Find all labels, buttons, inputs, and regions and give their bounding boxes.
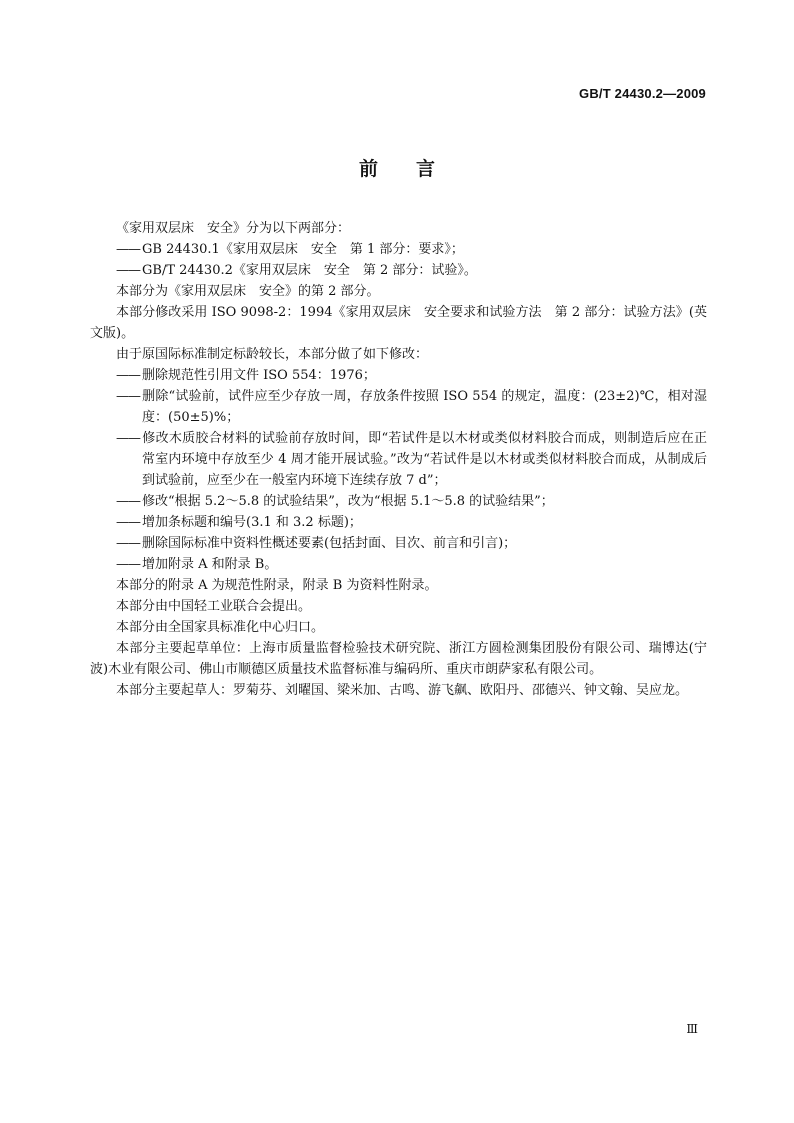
list-item	[90, 491, 707, 512]
paragraph-text: 修改木质胶合材料的试验前存放时间，即“若试件是以木材或类似材料胶合而成，则制造后应在正常室内环境中存放至少 4 周才能开展试验。”改为“若试件是以木材或类似材料胶合而成，从制成后到试验前，应至少在一般室内环境下连续存放 7 d”；	[142, 431, 707, 488]
paragraph-text: 增加附录 A 和附录 B。	[142, 557, 278, 572]
paragraph-text: 本部分由中国轻工业联合会提出。	[116, 599, 312, 614]
paragraph	[90, 617, 707, 638]
dash-mark: ——	[116, 368, 140, 383]
paragraph-text: GB 24430.1《家用双层床 安全 第 1 部分：要求》；	[142, 242, 464, 257]
list-item	[90, 428, 707, 491]
list-item	[90, 512, 707, 533]
dash-mark: ——	[116, 494, 140, 509]
paragraph	[90, 302, 707, 344]
paragraph-text: 本部分修改采用 ISO 9098-2：1994《家用双层床 安全要求和试验方法 第 2 部分：试验方法》(英文版)。	[90, 305, 707, 341]
paragraph-text: 删除规范性引用文件 ISO 554：1976；	[142, 368, 376, 383]
paragraph	[90, 638, 707, 680]
document-body	[90, 218, 707, 701]
page-number: Ⅲ	[686, 1022, 698, 1036]
list-item	[90, 554, 707, 575]
paragraph-text: 本部分主要起草单位：上海市质量监督检验技术研究院、浙江方圆检测集团股份有限公司、瑞博达(宁波)木业有限公司、佛山市顺德区质量技术监督标准与编码所、重庆市朗萨家私有限公司。	[90, 641, 707, 677]
list-item	[90, 386, 707, 428]
list-item	[90, 260, 707, 281]
paragraph-text: 增加条标题和编号(3.1 和 3.2 标题)；	[142, 515, 362, 530]
paragraph	[90, 281, 707, 302]
page-title: 前言	[358, 158, 473, 180]
list-item	[90, 533, 707, 554]
paragraph-text: 本部分主要起草人：罗菊芬、刘曜国、梁米加、古鸣、游飞飙、欧阳丹、邵德兴、钟文翰、吴应龙。	[116, 683, 689, 698]
paragraph-text: GB/T 24430.2《家用双层床 安全 第 2 部分：试验》。	[142, 263, 477, 278]
paragraph-text: 删除国际标准中资料性概述要素(包括封面、目次、前言和引言)；	[142, 536, 517, 551]
paragraph-text: 本部分由全国家具标准化中心归口。	[116, 620, 325, 635]
dash-mark: ——	[116, 263, 140, 278]
paragraph-text: 《家用双层床 安全》分为以下两部分：	[116, 221, 351, 236]
paragraph-text: 本部分为《家用双层床 安全》的第 2 部分。	[116, 284, 380, 299]
paragraph-text: 本部分的附录 A 为规范性附录，附录 B 为资料性附录。	[116, 578, 438, 593]
dash-mark: ——	[116, 389, 140, 404]
list-item	[90, 365, 707, 386]
standard-number: GB/T 24430.2—2009	[579, 86, 706, 101]
dash-mark: ——	[116, 536, 140, 551]
paragraph	[90, 575, 707, 596]
paragraph	[90, 344, 707, 365]
dash-mark: ——	[116, 242, 140, 257]
dash-mark: ——	[116, 557, 140, 572]
dash-mark: ——	[116, 431, 140, 446]
paragraph-text: 由于原国际标准制定标龄较长，本部分做了如下修改：	[116, 347, 429, 362]
dash-mark: ——	[116, 515, 140, 530]
list-item	[90, 239, 707, 260]
paragraph	[90, 596, 707, 617]
paragraph	[90, 680, 707, 701]
paragraph-text: 删除“试验前，试件应至少存放一周，存放条件按照 ISO 554 的规定，温度：(23±2)℃，相对湿度：(50±5)%；	[142, 389, 707, 425]
paragraph-text: 修改“根据 5.2～5.8 的试验结果”，改为“根据 5.1～5.8 的试验结果”；	[142, 494, 554, 509]
paragraph	[90, 218, 707, 239]
